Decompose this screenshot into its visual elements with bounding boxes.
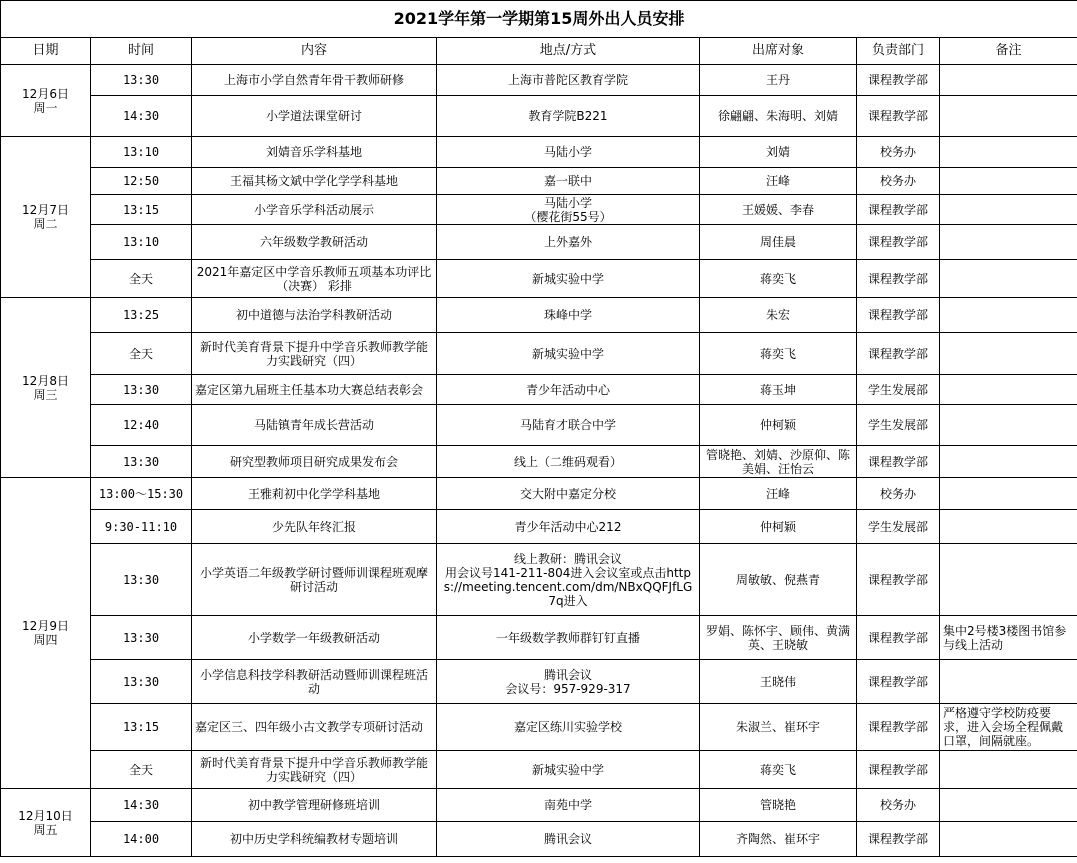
attendees-cell: 仲柯颖 (700, 510, 857, 544)
department-cell: 学生发展部 (857, 405, 940, 446)
note-cell (940, 225, 1077, 260)
content-cell: 六年级数学教研活动 (192, 225, 437, 260)
content-cell: 少先队年终汇报 (192, 510, 437, 544)
department-cell: 课程教学部 (857, 446, 940, 478)
attendees-cell: 王媛媛、李春 (700, 195, 857, 225)
table-row (1, 333, 1077, 375)
attendees-cell: 周敏敏、倪燕青 (700, 544, 857, 616)
attendees-cell: 蒋奕飞 (700, 260, 857, 298)
department-cell: 课程教学部 (857, 751, 940, 789)
content-cell: 小学信息科技学科教研活动暨师训课程班活动 (192, 660, 437, 704)
table-row (1, 660, 1077, 704)
location-cell: 新城实验中学 (437, 260, 700, 298)
location-cell: 一年级数学教师群钉钉直播 (437, 616, 700, 660)
content-cell: 研究型教师项目研究成果发布会 (192, 446, 437, 478)
content-cell: 2021年嘉定区中学音乐教师五项基本功评比（决赛） 彩排 (192, 260, 437, 298)
location-cell: 珠峰中学 (437, 298, 700, 333)
department-cell: 课程教学部 (857, 660, 940, 704)
content-cell: 刘婧音乐学科基地 (192, 137, 437, 168)
location-cell: 腾讯会议 会议号：957-929-317 (437, 660, 700, 704)
table-row (1, 168, 1077, 195)
note-cell (940, 544, 1077, 616)
department-cell: 学生发展部 (857, 375, 940, 405)
location-cell: 南苑中学 (437, 789, 700, 822)
time-cell: 13:30 (91, 660, 192, 704)
note-cell (940, 789, 1077, 822)
content-cell: 小学音乐学科活动展示 (192, 195, 437, 225)
time-cell: 13:15 (91, 195, 192, 225)
attendees-cell: 仲柯颖 (700, 405, 857, 446)
header-attendees: 出席对象 (700, 38, 857, 65)
attendees-cell: 管晓艳、刘婧、沙原仰、陈美娟、汪怡云 (700, 446, 857, 478)
time-cell: 13:30 (91, 65, 192, 96)
header-content: 内容 (192, 38, 437, 65)
note-cell (940, 260, 1077, 298)
time-cell: 13:25 (91, 298, 192, 333)
header-time: 时间 (91, 38, 192, 65)
note-cell (940, 137, 1077, 168)
table-row (1, 751, 1077, 789)
time-cell: 13:00～15:30 (91, 478, 192, 510)
time-cell: 14:00 (91, 822, 192, 857)
note-cell (940, 446, 1077, 478)
content-cell: 上海市小学自然青年骨干教师研修 (192, 65, 437, 96)
date-label: 12月6日 (22, 86, 69, 101)
content-cell: 嘉定区三、四年级小古文教学专项研讨活动 (192, 704, 437, 751)
department-cell: 课程教学部 (857, 298, 940, 333)
date-cell (1, 137, 91, 298)
location-cell: 上海市普陀区教育学院 (437, 65, 700, 96)
content-cell: 初中道德与法治学科教研活动 (192, 298, 437, 333)
table-row (1, 225, 1077, 260)
note-cell (940, 96, 1077, 137)
table-row (1, 510, 1077, 544)
department-cell: 课程教学部 (857, 544, 940, 616)
content-cell: 初中教学管理研修班培训 (192, 789, 437, 822)
note-cell (940, 478, 1077, 510)
table-row (1, 544, 1077, 616)
note-cell (940, 660, 1077, 704)
location-cell: 腾讯会议 (437, 822, 700, 857)
attendees-cell: 刘婧 (700, 137, 857, 168)
attendees-cell: 徐翩翩、朱海明、刘婧 (700, 96, 857, 137)
weekday-label: 周三 (33, 387, 58, 402)
table-row (1, 298, 1077, 333)
note-cell: 严格遵守学校防疫要求，进入会场全程佩戴口罩，间隔就座。 (940, 704, 1077, 751)
content-cell: 初中历史学科统编教材专题培训 (192, 822, 437, 857)
attendees-cell: 朱宏 (700, 298, 857, 333)
attendees-cell: 朱淑兰、崔环宇 (700, 704, 857, 751)
time-cell: 13:10 (91, 137, 192, 168)
department-cell: 课程教学部 (857, 195, 940, 225)
note-cell (940, 333, 1077, 375)
content-cell: 马陆镇青年成长营活动 (192, 405, 437, 446)
attendees-cell: 周佳晨 (700, 225, 857, 260)
department-cell: 课程教学部 (857, 65, 940, 96)
location-cell: 新城实验中学 (437, 333, 700, 375)
time-cell: 13:10 (91, 225, 192, 260)
weekday-label: 周四 (33, 633, 58, 647)
page-title: 2021学年第一学期第15周外出人员安排 (1, 1, 1077, 38)
attendees-cell: 管晓艳 (700, 789, 857, 822)
note-cell (940, 298, 1077, 333)
content-cell: 新时代美育背景下提升中学音乐教师教学能力实践研究（四） (192, 333, 437, 375)
note-cell (940, 375, 1077, 405)
header-note: 备注 (940, 38, 1077, 65)
content-cell: 王福其杨文斌中学化学学科基地 (192, 168, 437, 195)
attendees-cell: 罗娟、陈怀宇、顾伟、黄满英、王晓敏 (700, 616, 857, 660)
table-row (1, 478, 1077, 510)
table-row (1, 375, 1077, 405)
department-cell: 校务办 (857, 137, 940, 168)
attendees-cell: 蒋玉坤 (700, 375, 857, 405)
content-cell: 新时代美育背景下提升中学音乐教师教学能力实践研究（四） (192, 751, 437, 789)
department-cell: 课程教学部 (857, 260, 940, 298)
note-cell (940, 751, 1077, 789)
note-cell (940, 65, 1077, 96)
location-cell: 嘉一联中 (437, 168, 700, 195)
content-cell: 王雅莉初中化学学科基地 (192, 478, 437, 510)
note-cell (940, 168, 1077, 195)
table-row (1, 96, 1077, 137)
attendees-cell: 王晓伟 (700, 660, 857, 704)
note-cell (940, 195, 1077, 225)
date-cell (1, 298, 91, 478)
location-cell: 交大附中嘉定分校 (437, 478, 700, 510)
content-cell: 小学数学一年级教研活动 (192, 616, 437, 660)
header-location: 地点/方式 (437, 38, 700, 65)
table-row (1, 789, 1077, 822)
table-row (1, 616, 1077, 660)
department-cell: 课程教学部 (857, 96, 940, 137)
time-cell: 13:30 (91, 616, 192, 660)
note-cell (940, 822, 1077, 857)
time-cell: 全天 (91, 751, 192, 789)
attendees-cell: 汪峰 (700, 168, 857, 195)
content-cell: 小学英语二年级教学研讨暨师训课程班观摩研讨活动 (192, 544, 437, 616)
time-cell: 13:15 (91, 704, 192, 751)
location-cell: 嘉定区练川实验学校 (437, 704, 700, 751)
time-cell: 13:30 (91, 446, 192, 478)
location-cell: 教育学院B221 (437, 96, 700, 137)
location-cell: 新城实验中学 (437, 751, 700, 789)
content-cell: 嘉定区第九届班主任基本功大赛总结表彰会 (192, 375, 437, 405)
header-department: 负责部门 (857, 38, 940, 65)
location-cell: 线上（二维码观看） (437, 446, 700, 478)
time-cell: 全天 (91, 260, 192, 298)
table-row (1, 260, 1077, 298)
content-cell: 小学道法课堂研讨 (192, 96, 437, 137)
date-label: 12月9日 (22, 619, 69, 633)
date-label: 12月7日 (22, 203, 69, 217)
department-cell: 课程教学部 (857, 333, 940, 375)
department-cell: 校务办 (857, 168, 940, 195)
attendees-cell: 蒋奕飞 (700, 333, 857, 375)
attendees-cell: 齐陶然、崔环宇 (700, 822, 857, 857)
table-row (1, 137, 1077, 168)
department-cell: 校务办 (857, 478, 940, 510)
time-cell: 全天 (91, 333, 192, 375)
note-cell (940, 510, 1077, 544)
weekday-label: 周二 (33, 217, 58, 231)
department-cell: 学生发展部 (857, 510, 940, 544)
time-cell: 14:30 (91, 789, 192, 822)
table-row (1, 822, 1077, 857)
table-row (1, 446, 1077, 478)
department-cell: 课程教学部 (857, 704, 940, 751)
location-cell: 线上教研：腾讯会议 用会议号141-211-804进入会议室或点击https://meeting.tencent.com/dm/NBxQQFJfLG7q进入 (437, 544, 700, 616)
table-row (1, 195, 1077, 225)
date-cell (1, 789, 91, 857)
note-cell: 集中2号楼3楼图书馆参与线上活动 (940, 616, 1077, 660)
attendees-cell: 王丹 (700, 65, 857, 96)
location-cell: 马陆小学 (437, 137, 700, 168)
time-cell: 12:50 (91, 168, 192, 195)
date-cell (1, 65, 91, 137)
note-cell (940, 405, 1077, 446)
location-cell: 青少年活动中心212 (437, 510, 700, 544)
location-cell: 上外嘉外 (437, 225, 700, 260)
date-label: 12月8日 (22, 373, 69, 388)
attendees-cell: 汪峰 (700, 478, 857, 510)
location-cell: 青少年活动中心 (437, 375, 700, 405)
location-cell: 马陆小学 （樱花街55号） (437, 195, 700, 225)
date-cell (1, 478, 91, 789)
time-cell: 12:40 (91, 405, 192, 446)
attendees-cell: 蒋奕飞 (700, 751, 857, 789)
department-cell: 课程教学部 (857, 225, 940, 260)
department-cell: 课程教学部 (857, 616, 940, 660)
department-cell: 校务办 (857, 789, 940, 822)
time-cell: 13:30 (91, 544, 192, 616)
location-cell: 马陆育才联合中学 (437, 405, 700, 446)
weekday-label: 周五 (33, 822, 58, 837)
table-row (1, 65, 1077, 96)
time-cell: 13:30 (91, 375, 192, 405)
header-date: 日期 (1, 38, 91, 65)
weekday-label: 周一 (33, 100, 58, 115)
table-row (1, 405, 1077, 446)
time-cell: 9:30-11:10 (91, 510, 192, 544)
date-label: 12月10日 (18, 808, 73, 823)
department-cell: 课程教学部 (857, 822, 940, 857)
table-row (1, 704, 1077, 751)
time-cell: 14:30 (91, 96, 192, 137)
